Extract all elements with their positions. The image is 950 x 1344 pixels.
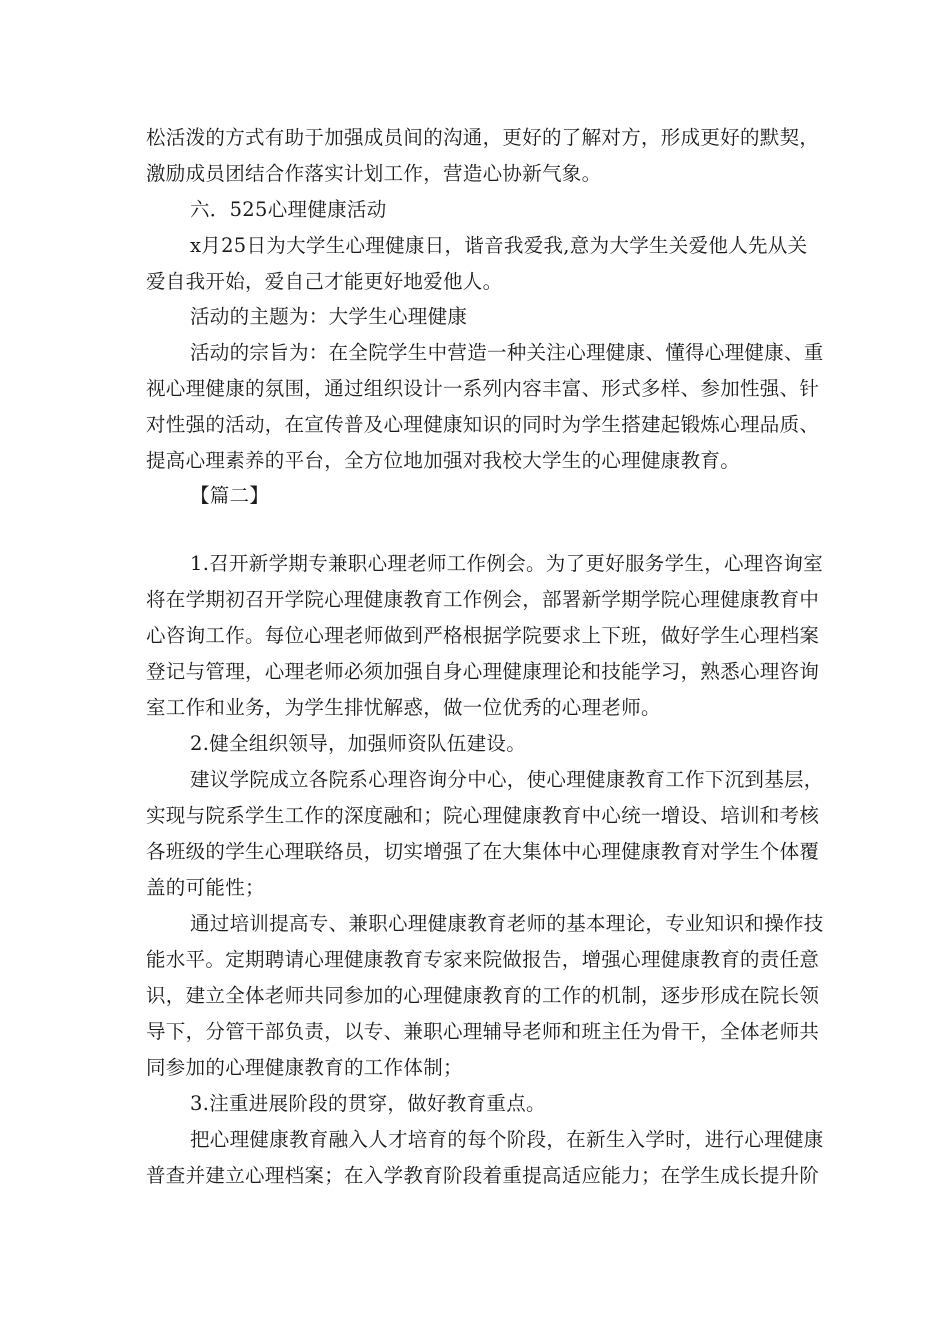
text-line: x月25日为大学生心理健康日，谐音我爱我,意为大学生关爱他人先从关	[190, 234, 808, 257]
text-line: 把心理健康教育融入人才培育的每个阶段，在新生入学时，进行心理健康	[190, 1128, 824, 1151]
text-line: 活动的宗旨为：在全院学生中营造一种关注心理健康、懂得心理健康、重	[190, 341, 824, 364]
text-line: 3.注重进展阶段的贯穿，做好教育重点。	[190, 1092, 546, 1115]
text-line: 对性强的活动，在宣传普及心理健康知识的同时为学生搭建起锻炼心理品质、	[146, 413, 820, 436]
text-line: 室工作和业务，为学生排忧解惑，做一位优秀的心理老师。	[146, 696, 661, 719]
text-line: 视心理健康的氛围，通过组织设计一系列内容丰富、形式多样、参加性强、针	[146, 377, 820, 400]
text-line: 将在学期初召开学院心理健康教育工作例会，部署新学期学院心理健康教育中	[146, 588, 820, 611]
section-heading: 六．525心理健康活动	[190, 198, 387, 221]
text-line: 普查并建立心理档案；在入学教育阶段着重提高适应能力；在学生成长提升阶	[146, 1164, 820, 1187]
text-line: 爱自我开始，爱自己才能更好地爱他人。	[146, 270, 503, 293]
text-line: 建议学院成立各院系心理咨询分中心，使心理健康教育工作下沉到基层，	[190, 768, 824, 791]
text-line: 心咨询工作。每位心理老师做到严格根据学院要求上下班，做好学生心理档案	[146, 624, 820, 647]
section-heading: 【篇二】	[190, 484, 270, 507]
text-line: 登记与管理，心理老师必须加强自身心理健康理论和技能学习，熟悉心理咨询	[146, 660, 820, 683]
text-line: 同参加的心理健康教育的工作体制；	[146, 1056, 463, 1079]
text-line: 各班级的学生心理联络员，切实增强了在大集体中心理健康教育对学生个体覆	[146, 840, 820, 863]
text-line: 盖的可能性；	[146, 876, 265, 899]
text-line: 1.召开新学期专兼职心理老师工作例会。为了更好服务学生，心理咨询室	[190, 552, 824, 575]
text-line: 能水平。定期聘请心理健康教育专家来院做报告，增强心理健康教育的责任意	[146, 948, 820, 971]
text-line: 2.健全组织领导，加强师资队伍建设。	[190, 732, 527, 755]
text-line: 实现与院系学生工作的深度融和；院心理健康教育中心统一增设、培训和考核	[146, 804, 820, 827]
text-line: 松活泼的方式有助于加强成员间的沟通，更好的了解对方，形成更好的默契，	[146, 126, 820, 149]
text-line: 激励成员团结合作落实计划工作，营造心协新气象。	[146, 162, 602, 185]
text-line: 活动的主题为：大学生心理健康	[190, 305, 468, 328]
text-line: 提高心理素养的平台，全方位地加强对我校大学生的心理健康教育。	[146, 449, 741, 472]
text-line: 导下，分管干部负责，以专、兼职心理辅导老师和班主任为骨干，全体老师共	[146, 1020, 820, 1043]
text-line: 识，建立全体老师共同参加的心理健康教育的工作的机制，逐步形成在院长领	[146, 984, 820, 1007]
text-line: 通过培训提高专、兼职心理健康教育老师的基本理论，专业知识和操作技	[190, 912, 824, 935]
